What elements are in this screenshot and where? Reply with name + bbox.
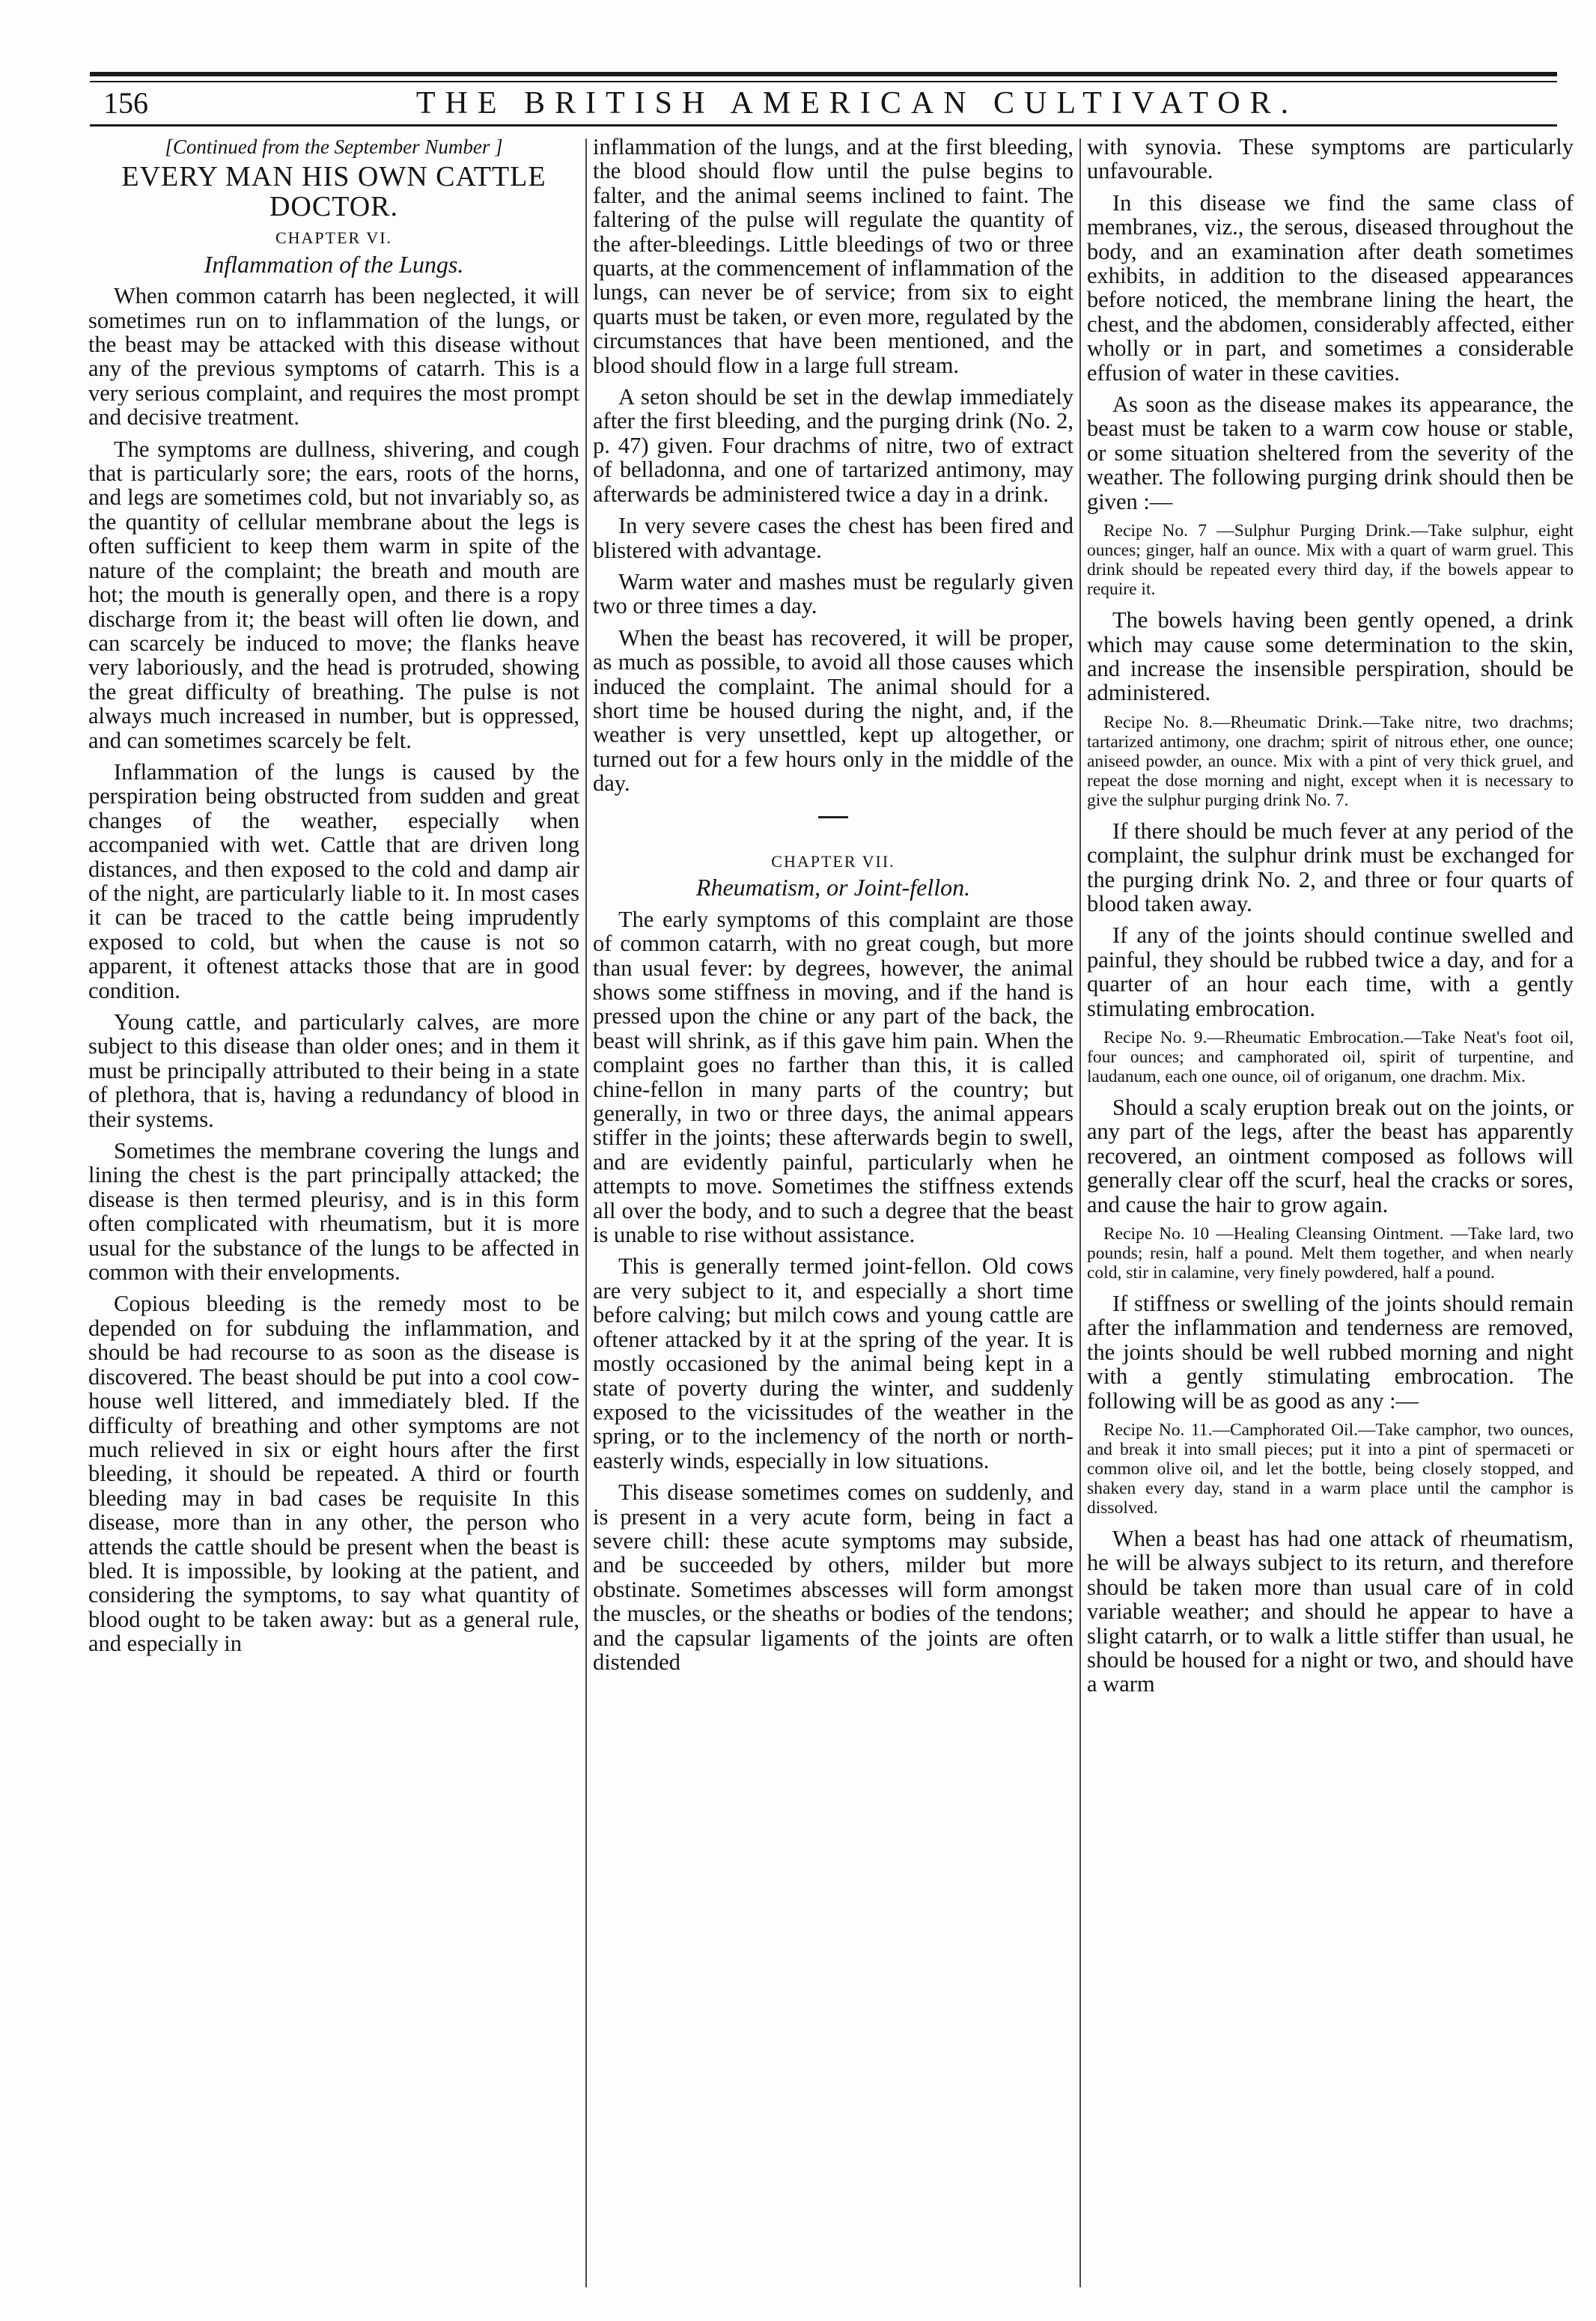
paragraph: When the beast has recovered, it will be proper, as much as possible, to avoid all those causes which induced the complaint. The animal should for a short time be housed during the night, and, if the weather is very unsettled, kept up altogether, or turned out for a few hours only in the middle of the day. <box>593 624 1073 797</box>
column-1 <box>88 135 579 1664</box>
paragraph: Inflammation of the lungs is caused by the perspiration being obstructed from sudden and great changes of the weather, especially when accompanied with wet. Cattle that are driven long distances, and then exposed to the cold and damp air of the night, are particularly liable to it. In most cases it can be traced to the cattle being imprudently exposed to cold, but when the cause is not so apparent, it oftenest attacks those that are in good condition. <box>88 758 579 1003</box>
column-divider <box>1079 139 1081 2287</box>
paragraph: The bowels having been gently opened, a drink which may cause some determination to the skin, and increase the insensible perspiration, should be administered. <box>1087 607 1574 706</box>
paragraph: If stiffness or swelling of the joints should remain after the inflammation and tenderness are removed, the joints should be well rubbed morning and night with a gently stimulating embrocation. The following will be as good as any :— <box>1087 1291 1574 1414</box>
paragraph: with synovia. These symptoms are particularly unfavourable. <box>1087 134 1574 184</box>
paragraph: The symptoms are dullness, shivering, and cough that is particularly sore; the ears, roots of the horns, and legs are sometimes cold, but not invariably so, as the quantity of cellular membrane about the legs is often sufficient to keep them warm in spite of the nature of the complaint; the breath and mouth are hot; the mouth is generally open, and there is a ropy discharge from it; the beast will often lie down, and can scarcely be induced to move; the flanks heave very laboriously, and the head is protruded, showing the great difficulty of breathing. The pulse is not always much increased in number, but is oppressed, and can sometimes scarcely be felt. <box>88 436 579 753</box>
paragraph: When a beast has had one attack of rheumatism, he will be always subject to its return, and therefore should be taken more than usual care of in cold variable weather; and should he appear to have a slight catarrh, or to walk a little stiffer than usual, he should be housed for a night or two, and should have a warm <box>1087 1526 1574 1697</box>
paragraph: Warm water and mashes must be regularly given two or three times a day. <box>593 568 1073 619</box>
header-rule <box>90 124 1557 127</box>
page-number: 156 <box>103 86 148 120</box>
recipe-8: Recipe No. 8.—Rheumatic Drink.—Take nitre, two drachms; tartarized antimony, one drachm; spirit of nitrous ether, one ounce; aniseed powder, an ounce. Mix with a pint of very thick gruel, and repeat the dose morning and night, except when it is necessary to give the sulphur purging drink No. 7. <box>1087 712 1574 810</box>
paragraph: If there should be much fever at any period of the complaint, the sulphur drink must be exchanged for the purging drink No. 2, and three or four quarts of blood taken away. <box>1087 818 1574 916</box>
paragraph: This disease sometimes comes on suddenly, and is present in a very acute form, being in fact a severe chill: these acute symptoms may subside, and be succeeded by others, milder but more obstinate. Sometimes abscesses will form amongst the muscles, or the sheaths or bodies of the tendons; and the capsular ligaments of the joints are often distended <box>593 1479 1073 1675</box>
top-rule <box>90 72 1557 76</box>
paragraph: Should a scaly eruption break out on the joints, or any part of the legs, after the beast has apparently recovered, an ointment composed as follows will generally clear off the scurf, heal the cracks or sores, and cause the hair to grow again. <box>1087 1094 1574 1217</box>
running-title: THE BRITISH AMERICAN CULTIVATOR. <box>415 86 1299 121</box>
paragraph: Young cattle, and particularly calves, are more subject to this disease than older ones; and in them it must be principally attributed to their being in a state of plethora, that is, having a redundancy of blood in their systems. <box>88 1009 579 1132</box>
chapter-heading: CHAPTER VI. <box>275 228 393 248</box>
recipe-10: Recipe No. 10 —Healing Cleansing Ointment. —Take lard, two pounds; resin, half a pound. Melt them together, and when nearly cold, stir in calamine, very finely powdered, half a pound. <box>1087 1224 1574 1283</box>
page-header <box>90 84 1557 129</box>
top-rule-thin <box>90 81 1557 82</box>
recipe-11: Recipe No. 11.—Camphorated Oil.—Take camphor, two ounces, and break it into small pieces; put it into a pint of spermaceti or common olive oil, and let the bottle, being closely stopped, and shaken every day, stand in a warm place until the camphor is dissolved. <box>1087 1420 1574 1518</box>
paragraph: When common catarrh has been neglected, it will sometimes run on to inflammation of the lungs, or the beast may be attacked with this disease without any of the previous symptoms of catarrh. This is a very serious complaint, and requires the most prompt and decisive treatment. <box>88 283 579 431</box>
column-divider <box>585 139 587 2287</box>
paragraph: A seton should be set in the dewlap immediately after the first bleeding, and the purging drink (No. 2, p. 47) given. Four drachms of nitre, two of extract of belladonna, and one of tartarized antimony, may afterwards be administered twice a day in a drink. <box>593 384 1073 507</box>
paragraph: If any of the joints should continue swelled and painful, they should be rubbed twice a day, and for a quarter of an hour each time, with a gently stimulating embrocation. <box>1087 922 1574 1021</box>
paragraph: As soon as the disease makes its appearance, the beast must be taken to a warm cow house or stable, or some situation sheltered from the severity of the weather. The following purging drink should then be given :— <box>1087 392 1574 514</box>
chapter-subtitle: Inflammation of the Lungs. <box>204 250 464 278</box>
paragraph: The early symptoms of this complaint are those of common catarrh, with no great cough, but more than usual fever: by degrees, however, the animal shows some stiffness in moving, and if the hand is pressed upon the chine or any part of the back, the beast will shrink, as if this gave him pain. When the complaint goes no farther than this, it is called chine-fellon in many parts of the country; but generally, in two or three days, the animal appears stiffer in the joints; these afterwards begin to swell, and are evidently painful, particularly when he attempts to move. Sometimes the stiffness extends all over the body, and to such a degree that the beast is unable to rise without assistance. <box>593 906 1073 1248</box>
recipe-9: Recipe No. 9.—Rheumatic Embrocation.—Take Neat's foot oil, four ounces; and camphorated oil, spirit of turpentine, and laudanum, each one ounce, oil of origanum, one drachm. Mix. <box>1087 1027 1574 1086</box>
chapter-heading: CHAPTER VII. <box>771 851 895 871</box>
paragraph: inflammation of the lungs, and at the first bleeding, the blood should flow until the pulse begins to falter, and the animal seems inclined to faint. The faltering of the pulse will regulate the quantity of the after-bleedings. Little bleedings of two or three quarts, at the commencement of inflammation of the lungs, can never be of service; from six to eight quarts must be taken, or even more, regulated by the circumstances that have been mentioned, and the blood should flow in a large full stream. <box>593 134 1073 378</box>
paragraph: In very severe cases the chest has been fired and blistered with advantage. <box>593 513 1073 563</box>
chapter-subtitle: Rheumatism, or Joint-fellon. <box>695 874 971 901</box>
section-separator <box>593 803 1073 827</box>
paragraph: In this disease we find the same class of membranes, viz., the serous, diseased throughout the body, and an examination after death sometimes exhibits, in addition to the diseased appearances before noticed, the membrane lining the heart, the chest, and the abdomen, considerably affected, either wholly or in part, and sometimes a considerable effusion of water in these cavities. <box>1087 189 1574 386</box>
paragraph: Copious bleeding is the remedy most to be depended on for subduing the inflammation, and should be had recourse to as soon as the disease is discovered. The beast should be put into a cool cow-house well littered, and immediately bled. If the difficulty of breathing and other symptoms are not much relieved in six or eight hours after the first bleeding, it should be repeated. A third or fourth bleeding may in bad cases be requisite In this disease, more than in any other, the person who attends the cattle should be present when the beast is bled. It is impossible, by looking at the patient, and considering the symptoms, to say what quantity of blood ought to be taken away: but as a general rule, and especially in <box>88 1291 579 1657</box>
continued-note: [Continued from the September Number ] <box>165 136 503 158</box>
article-title-line2: DOCTOR. <box>269 191 399 223</box>
column-3 <box>1087 135 1574 1704</box>
paragraph: Sometimes the membrane covering the lungs and lining the chest is the part principally attacked; the disease is then termed pleurisy, and is in this form often complicated with rheumatism, but it is more usual for the substance of the lungs to be affected in common with their envelopments. <box>88 1138 579 1286</box>
article-title: EVERY MAN HIS OWN CATTLE <box>121 161 546 193</box>
recipe-7: Recipe No. 7 —Sulphur Purging Drink.—Take sulphur, eight ounces; ginger, half an ounce. Mix with a quart of warm gruel. This drink should be repeated every third day, if the bowels appear to require it. <box>1087 521 1574 600</box>
paragraph: This is generally termed joint-fellon. Old cows are very subject to it, and especially a short time before calving; but milch cows and young cattle are oftener attacked by it at the spring of the year. It is mostly occasioned by the animal being kept in a state of poverty during the winter, and suddenly exposed to the vicissitudes of the weather in the spring, or to the inclemency of the north or north-easterly winds, especially in low situations. <box>593 1253 1073 1473</box>
column-2 <box>593 135 1073 1682</box>
